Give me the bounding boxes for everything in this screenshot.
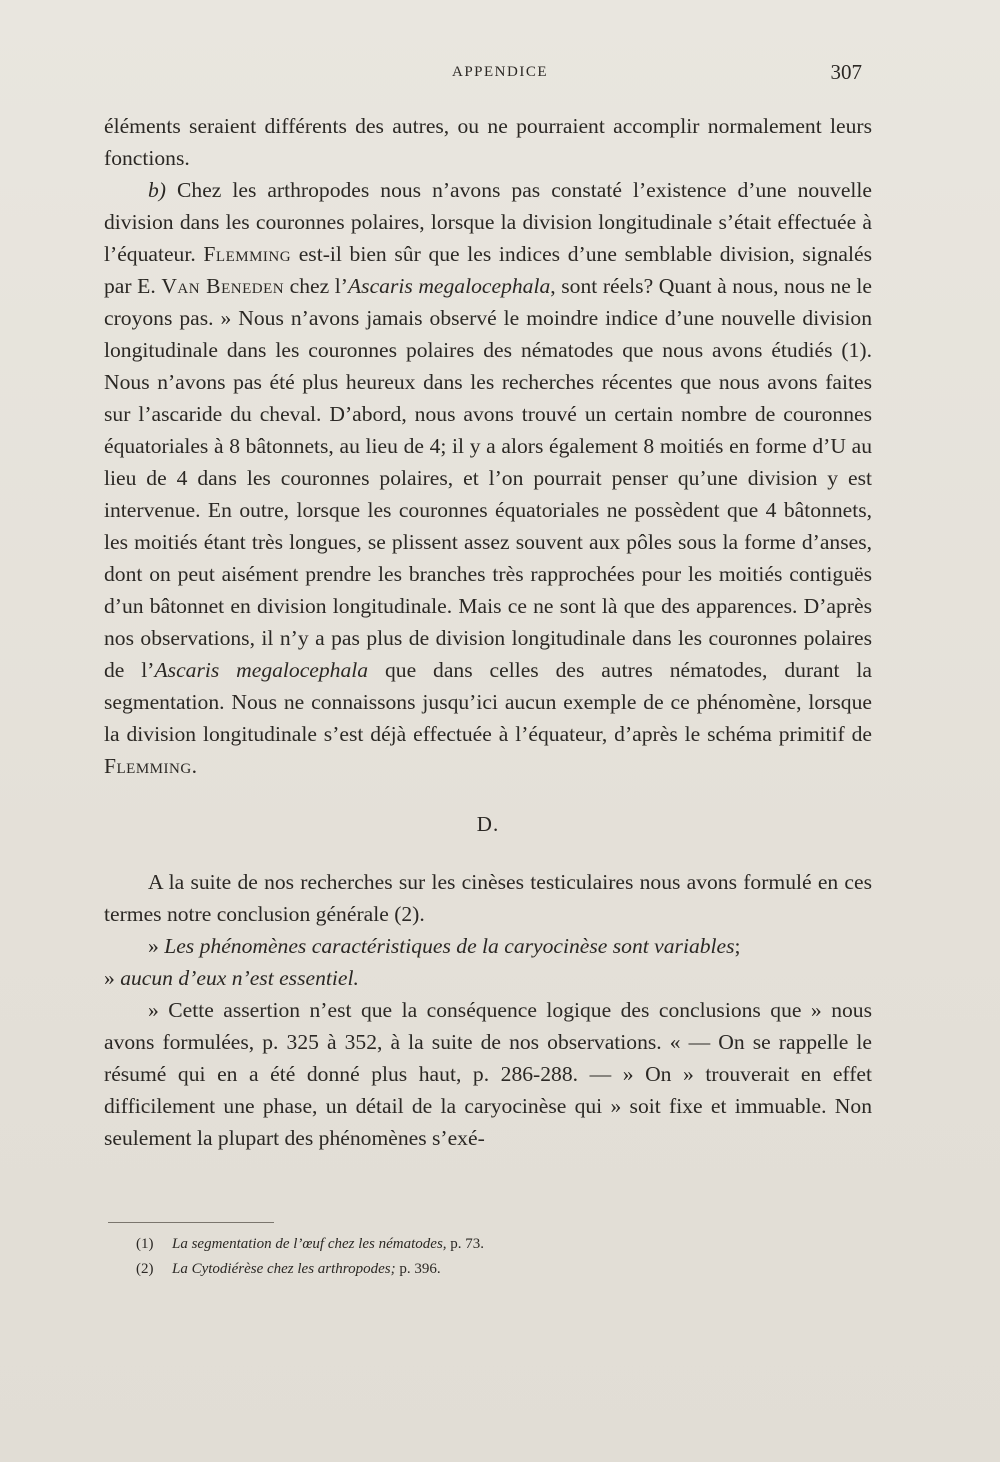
text-run: Chez les arthropodes nous n’avons pas constaté l’existence d’une nouvelle division dans les couronnes polaires, lorsque la division longitudinale s’était effectuée à l’équateur.: [104, 178, 872, 266]
quote-mark: »: [104, 966, 121, 990]
text-run: .: [191, 754, 198, 778]
page-header: [0, 62, 1000, 92]
species-name: Ascaris megalocephala: [347, 274, 551, 298]
footnote-title: La Cytodiérèse chez les arthropodes;: [172, 1261, 396, 1277]
text-run: que dans celles des autres nématodes, durant la segmentation. Nous ne connaissons jusqu’ici aucun exemple de ce phénomène, lorsque la division longitudinale s’est déjà effectuée à l’équateur, d’après le schéma primitif de: [104, 658, 872, 746]
author-name: Van Beneden: [161, 274, 285, 298]
footnote-page: p. 73.: [446, 1236, 485, 1252]
quote-paragraph: » Cette assertion n’est que la conséquence logique des conclusions que » nous avons formulées, p. 325 à 352, à la suite de nos observations. « — On se rappelle le résumé qui en a été donné plus haut, p. 286-288. — » On » trouverait en effet difficilement une phase, un détail de la caryocinèse qui » soit fixe et immuable. Non seulement la plupart des phénomènes s’exé-: [104, 998, 872, 1150]
item-label: b): [148, 178, 166, 202]
footnote-number: (2): [136, 1261, 154, 1277]
paragraph-conclusion: A la suite de nos recherches sur les cinèses testiculaires nous avons formulé en ces termes notre conclusion générale (2).: [104, 870, 872, 926]
quote-mark: »: [148, 934, 165, 958]
footnote-number: (1): [136, 1236, 154, 1252]
footnote-page: p. 396.: [395, 1261, 441, 1277]
text-run: chez l’: [284, 274, 348, 298]
section-heading: D.: [476, 812, 500, 836]
quote-italic: Les phénomènes caractéristiques de la caryocinèse sont variables: [164, 934, 735, 958]
species-name: Ascaris megalocephala: [154, 658, 369, 682]
quote-conclusion: [104, 930, 872, 994]
footnotes: [136, 1232, 836, 1282]
footnote-rule: [108, 1222, 274, 1223]
main-text: [104, 110, 872, 1154]
footnote-1: [136, 1232, 836, 1257]
footnote-2: [136, 1257, 836, 1282]
paragraph-continuation: éléments seraient différents des autres, ou ne pourraient accomplir normalement leurs fonctions.: [104, 114, 872, 170]
footnote-title: La segmentation de l’œuf chez les nématodes,: [172, 1236, 447, 1252]
text-run: est-il bien sûr que les indices d’une semblable division, signalés par E.: [104, 242, 872, 298]
author-name: Flemming: [203, 242, 292, 266]
page-number: 307: [830, 60, 862, 84]
paragraph-b: [104, 174, 872, 782]
author-name: Flemming: [104, 754, 192, 778]
text-run: , sont réels? Quant à nous, nous ne le croyons pas. » Nous n’avons jamais observé le moindre indice d’une nouvelle division longitudinale dans les couronnes polaires des nématodes que nous avons étudiés (1). Nous n’avons pas été plus heureux dans les recherches récentes que nous avons faites sur l’ascaride du cheval. D’abord, nous avons trouvé un certain nombre de couronnes équatoriales à 8 bâtonnets, au lieu de 4; il y a alors également 8 moitiés en forme d’U au lieu de 4 dans les couronnes polaires, et l’on pourrait penser qu’une division y est intervenue. En outre, lorsque les couronnes équatoriales ne possèdent que 4 bâtonnets, les moitiés étant très longues, se plissent assez souvent aux pôles sous la forme d’anses, dont on peut aisément prendre les branches très rapprochées pour les moitiés contiguës d’un bâtonnet en division longitudinale. Mais ce ne sont là que des apparences. D’après nos observations, il n’y a pas plus de division longitudinale dans les couronnes polaires de l’: [104, 274, 872, 682]
running-head: APPENDICE: [451, 64, 548, 80]
quote-italic: aucun d’eux n’est essentiel.: [120, 966, 359, 990]
text-run: ;: [734, 934, 741, 958]
